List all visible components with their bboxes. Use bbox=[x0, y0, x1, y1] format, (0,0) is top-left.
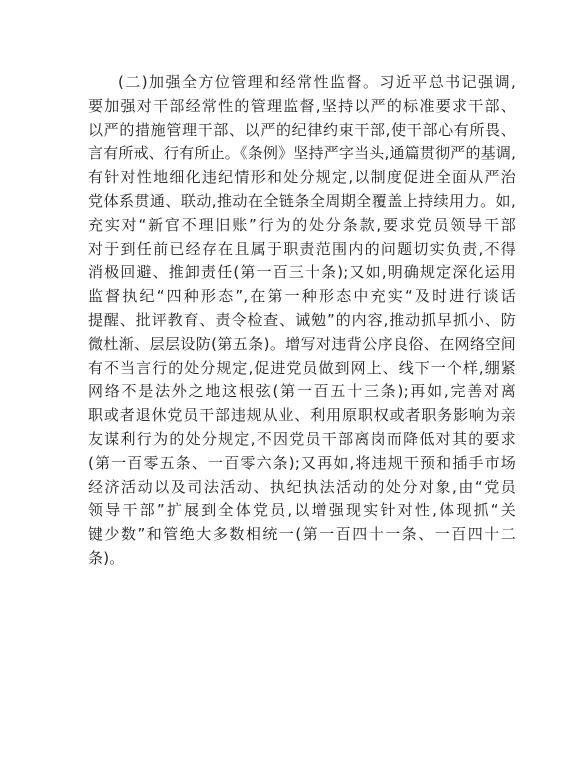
paragraph-line: 友谋利行为的处分规定,不因党员干部离岗而降低对其的要求 bbox=[88, 429, 516, 448]
paragraph-line: 职或者退休党员干部违规从业、利用原职权或者职务影响为亲 bbox=[88, 406, 516, 425]
paragraph-line: 消极回避、推卸责任(第一百三十条);又如,明确规定深化运用 bbox=[88, 263, 516, 282]
paragraph-line: 有不当言行的处分规定,促进党员做到网上、线下一个样,绷紧 bbox=[88, 358, 516, 377]
paragraph-line: 对于到任前已经存在且属于职责范围内的问题切实负责,不得 bbox=[88, 239, 516, 258]
paragraph-line: 监督执纪“四种形态”,在第一种形态中充实“及时进行谈话 bbox=[88, 287, 516, 306]
paragraph-line: 党体系贯通、联动,推动在全链条全周期全覆盖上持续用力。如, bbox=[88, 191, 516, 210]
paragraph-line: 要加强对干部经常性的管理监督,坚持以严的标准要求干部、 bbox=[88, 96, 516, 115]
paragraph-line: 提醒、批评教育、责令检查、诫勉”的内容,推动抓早抓小、防 bbox=[88, 310, 516, 329]
paragraph-line: (二)加强全方位管理和经常性监督。习近平总书记强调, bbox=[118, 73, 516, 91]
paragraph-line: 有针对性地细化违纪情形和处分规定,以制度促进全面从严治 bbox=[88, 168, 516, 187]
paragraph-line: 以严的措施管理干部、以严的纪律约束干部,使干部心有所畏、 bbox=[88, 120, 516, 139]
paragraph-line: 网络不是法外之地这根弦(第一百五十三条);再如,完善对离 bbox=[88, 382, 516, 401]
paragraph-line: 条)。 bbox=[88, 548, 125, 567]
paragraph-line: 键少数”和管绝大多数相统一(第一百四十一条、一百四十二 bbox=[88, 525, 516, 544]
paragraph-line: (第一百零五条、一百零六条);又再如,将违规干预和插手市场 bbox=[88, 453, 516, 472]
paragraph-line: 经济活动以及司法活动、执纪执法活动的处分对象,由“党员 bbox=[88, 477, 516, 496]
paragraph-line: 领导干部”扩展到全体党员,以增强现实针对性,体现抓“关 bbox=[88, 501, 516, 520]
paragraph-line: 充实对“新官不理旧账”行为的处分条款,要求党员领导干部 bbox=[88, 215, 516, 234]
paragraph-line: 微杜渐、层层设防(第五条)。增写对违背公序良俗、在网络空间 bbox=[88, 334, 516, 353]
paragraph-line: 言有所戒、行有所止。《条例》坚持严字当头,通篇贯彻严的基调, bbox=[88, 144, 517, 163]
body-paragraph bbox=[88, 71, 516, 571]
